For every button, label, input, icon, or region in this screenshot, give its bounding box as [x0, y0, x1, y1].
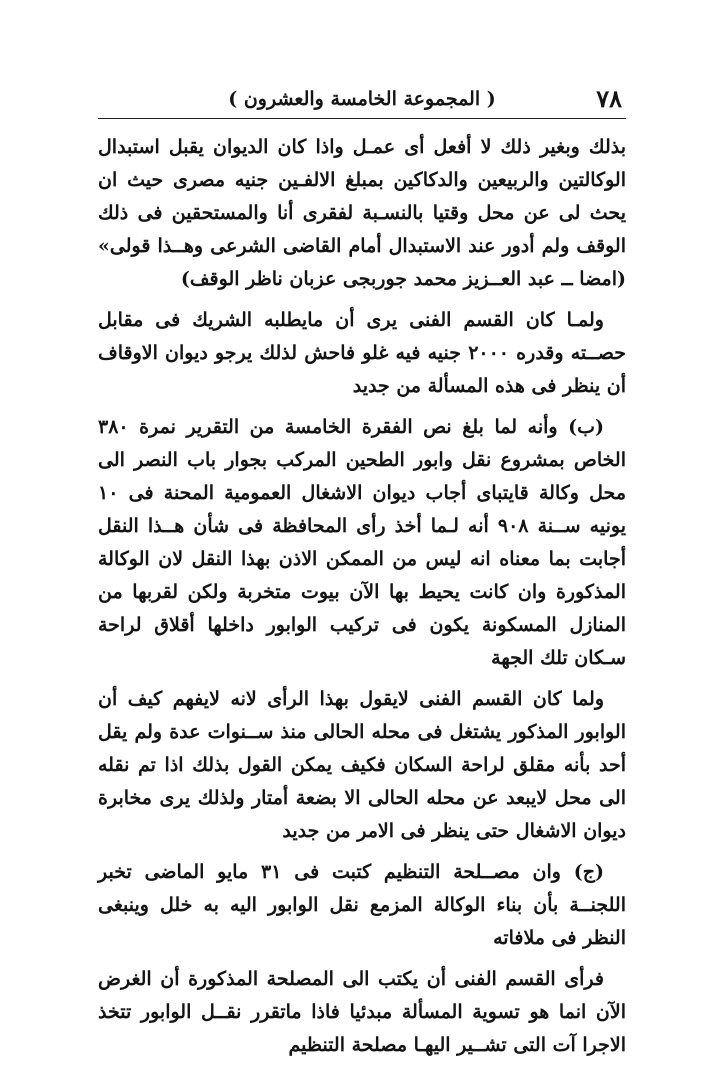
- paragraph-1: بذلك وبغير ذلك لا أفعل أى عمـل واذا كان الديوان يقبل استبدال الوكالتين والربيعين والدكاكين بمبلغ الالفـين جنيه مصرى حيث ان يحث لى عن محل وقتيا بالنسـبة لفقرى أنا والمستحقين فى ذلك الوقف ولم أدور عند الاستبدال أمام القاضى الشرعى وهــذا قولى» (امضا ــ عبد العــزيز محمد جوربجى عزبان ناظر الوقف): [98, 136, 626, 290]
- page-body: [98, 131, 626, 1062]
- header-title: ( المجموعة الخامسة والعشرون ): [228, 88, 496, 110]
- paragraph-5: (ج) وان مصــلحة التنظيم كتبت فى ٣١ مايو الماضى تخبر اللجنــة بأن بناء الوكالة المزمع نقل الوابور اليه به خلل وينبغى النظر فى ملافاته: [98, 861, 626, 949]
- page-number: ٧٨: [596, 84, 622, 113]
- paragraph-6: فرأى القسم الفنى أن يكتب الى المصلحة المذكورة أن الغرض الآن انما هو تسوية المسألة مبدئيا فاذا ماتقرر نقــل الوابور تتخذ الاجرا آت التى تشــير اليهـا مصلحة التنظيم: [98, 968, 626, 1056]
- paragraph-4: ولما كان القسم الفنى لايقول بهذا الرأى لانه لايفهم كيف أن الوابور المذكور يشتغل فى محله الحالى منذ ســنوات عدة ولم يقل أحد بأنه مقلق لراحة السكان فكيف يمكن القول بذلك اذا تم نقله الى محل لايبعد عن محله الحالى الا بضعة أمتار ولذلك يرى مخابرة ديوان الاشغال حتى ينظر فى الامر من جديد: [98, 688, 626, 842]
- paragraph-3: (ب) وأنه لما بلغ نص الفقرة الخامسة من التقرير نمرة ٣٨٠ الخاص بمشروع نقل وابور الطحين المركب بجوار باب النصر الى محل وكالة قايتباى أجاب ديوان الاشغال العمومية المحنة فى ١٠ يونيه ســنة ٩٠٨ أنه لـما أخذ رأى المحافظة فى شأن هــذا النقل أجابت بما معناه انه ليس من الممكن الاذن بهذا النقل لان الوكالة المذكورة وان كانت يحيط بها الآن بيوت متخربة ولكن لقربها من المنازل المسكونة يكون فى تركيب الوابور داخلها أقلاق لراحة سـكان تلك الجهة: [98, 416, 626, 669]
- running-header: [98, 78, 626, 119]
- book-page: [98, 78, 626, 1062]
- paragraph-2: ولمـا كان القسم الفنى يرى أن مايطلبه الشريك فى مقابل حصــته وقدره ٢٠٠٠ جنيه فيه غلو فاحش لذلك يرجو ديوان الاوقاف أن ينظر فى هذه المسألة من جديد: [98, 309, 626, 397]
